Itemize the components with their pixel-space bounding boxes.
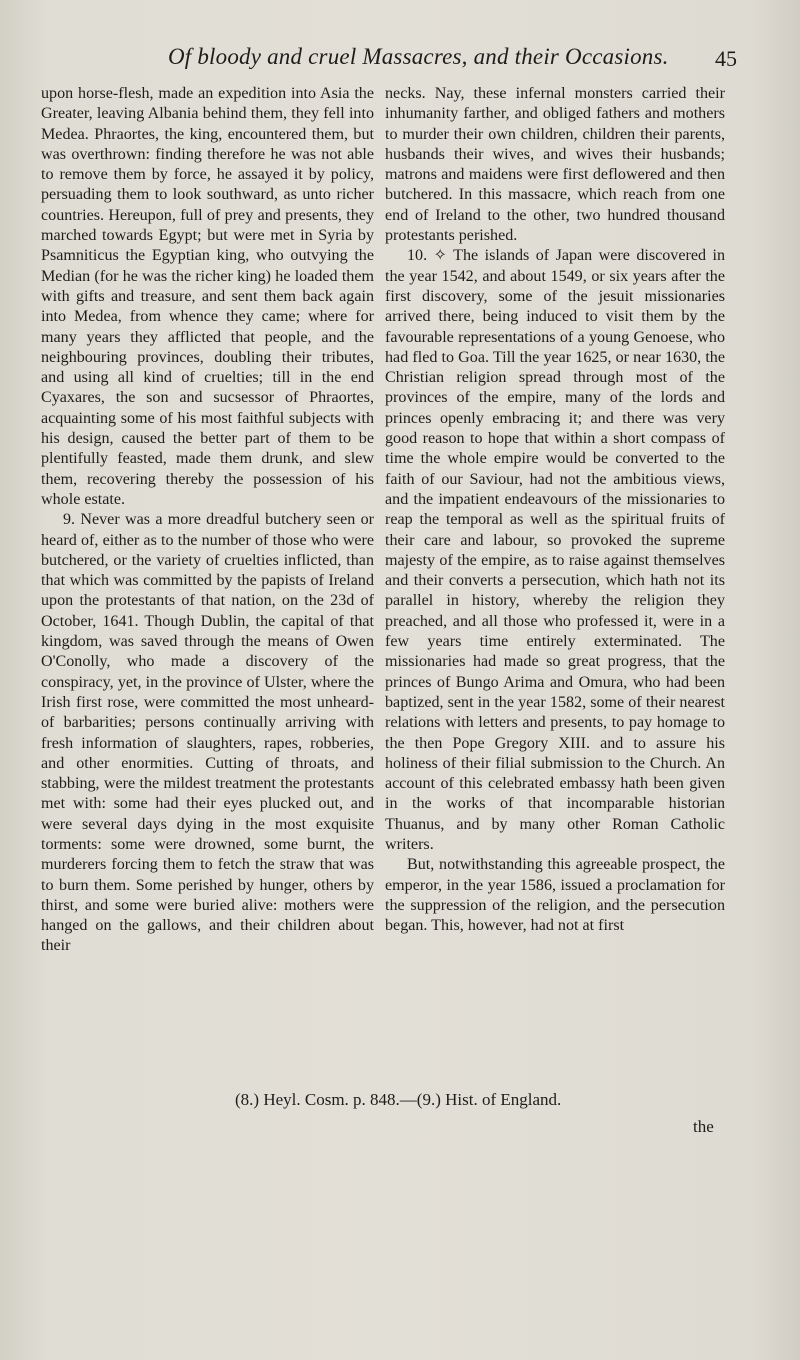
page-number: 45 xyxy=(715,46,737,71)
running-head: Of bloody and cruel Massacres, and their Occasions. xyxy=(168,44,669,69)
left-column xyxy=(41,84,374,957)
right-paragraph-1: necks. Nay, these infernal monsters carried their inhumanity farther, and obliged fathers and mothers to murder their own children, children their parents, husbands their wives, and wives their husbands; matrons and maidens were first deflowered and then butchered. In this massacre, which reach from one end of Ireland to the other, two hundred thousand protestants perished. xyxy=(385,85,725,245)
right-paragraph-3: But, notwithstanding this agreeable prospect, the emperor, in the year 1586, issued a proclamation for the suppression of the religion, and the persecution began. This, however, had not at first xyxy=(385,856,725,935)
left-paragraph-2: 9. Never was a more dreadful butchery seen or heard of, either as to the number of those who were butchered, or the variety of cruelties inflicted, than that which was committed by the papists of Ireland upon the protestants of that nation, on the 23d of October, 1641. Though Dublin, the capital of that kingdom, was saved through the means of Owen O'Conolly, who made a discovery of the conspiracy, yet, in the province of Ulster, where the Irish first rose, were committed the most unheard-of barbarities; persons continually arriving with fresh information of slaughters, rapes, robberies, and other enormities. Cutting of throats, and stabbing, were the mildest treatment the protestants met with: some had their eyes plucked out, and were several days dying in the most exquisite torments: some were drowned, some burnt, the murderers forcing them to fetch the straw that was to burn them. Some perished by hunger, others by thirst, and some were buried alive: mothers were hanged on the gallows, and their children about their xyxy=(41,511,374,955)
right-column xyxy=(385,84,725,936)
catchword: the xyxy=(693,1117,714,1136)
left-paragraph-1: upon horse-flesh, made an expedition into Asia the Greater, leaving Albania behind them, they fell into Medea. Phraortes, the king, encountered them, but was overthrown: finding therefore he was not able to remove them by force, he assayed it by policy, persuading them to look southward, as unto richer countries. Hereupon, full of prey and presents, they marched towards Egypt; but were met in Syria by Psamniticus the Egyptian king, who outvying the Median (for he was the richer king) he loaded them with gifts and treasure, and sent them back again into Medea, from whence they came; where for many years they afflicted that people, and the neighbouring provinces, doubling their tributes, and using all kind of cruelties; till in the end Cyaxares, the son and sucsessor of Phraortes, acquainting some of his most faithful subjects with his design, caused the better part of them to be plentifully feasted, made them drunk, and slew them, recovering thereby the possession of his whole estate. xyxy=(41,85,374,508)
footnote: (8.) Heyl. Cosm. p. 848.—(9.) Hist. of England. xyxy=(235,1090,562,1109)
right-paragraph-2: 10. ✧ The islands of Japan were discovered in the year 1542, and about 1549, or six years after the first discovery, some of the jesuit missionaries arrived there, being induced to visit them by the favourable representations of a young Genoese, who had fled to Goa. Till the year 1625, or near 1630, the Christian religion spread through most of the provinces of the empire, many of the lords and princes openly embracing it; and there was very good reason to hope that within a short compass of time the whole empire would be converted to the faith of our Saviour, had not the ambitious views, and the impatient endeavours of the missionaries to reap the temporal as well as the spiritual fruits of their care and labour, so provoked the supreme majesty of the empire, as to raise against themselves and their converts a persecution, which hath not its parallel in history, whereby the religion they preached, and all those who professed it, were in a few years time entirely exterminated. The missionaries had made so great progress, that the princes of Bungo Arima and Omura, who had been baptized, sent in the year 1582, some of their nearest relations with letters and presents, to pay homage to the then Pope Gregory XIII. and to assure his holiness of their filial submission to the Church. An account of this celebrated embassy hath been given in the works of that incomparable historian Thuanus, and by many other Roman Catholic writers. xyxy=(385,247,725,853)
